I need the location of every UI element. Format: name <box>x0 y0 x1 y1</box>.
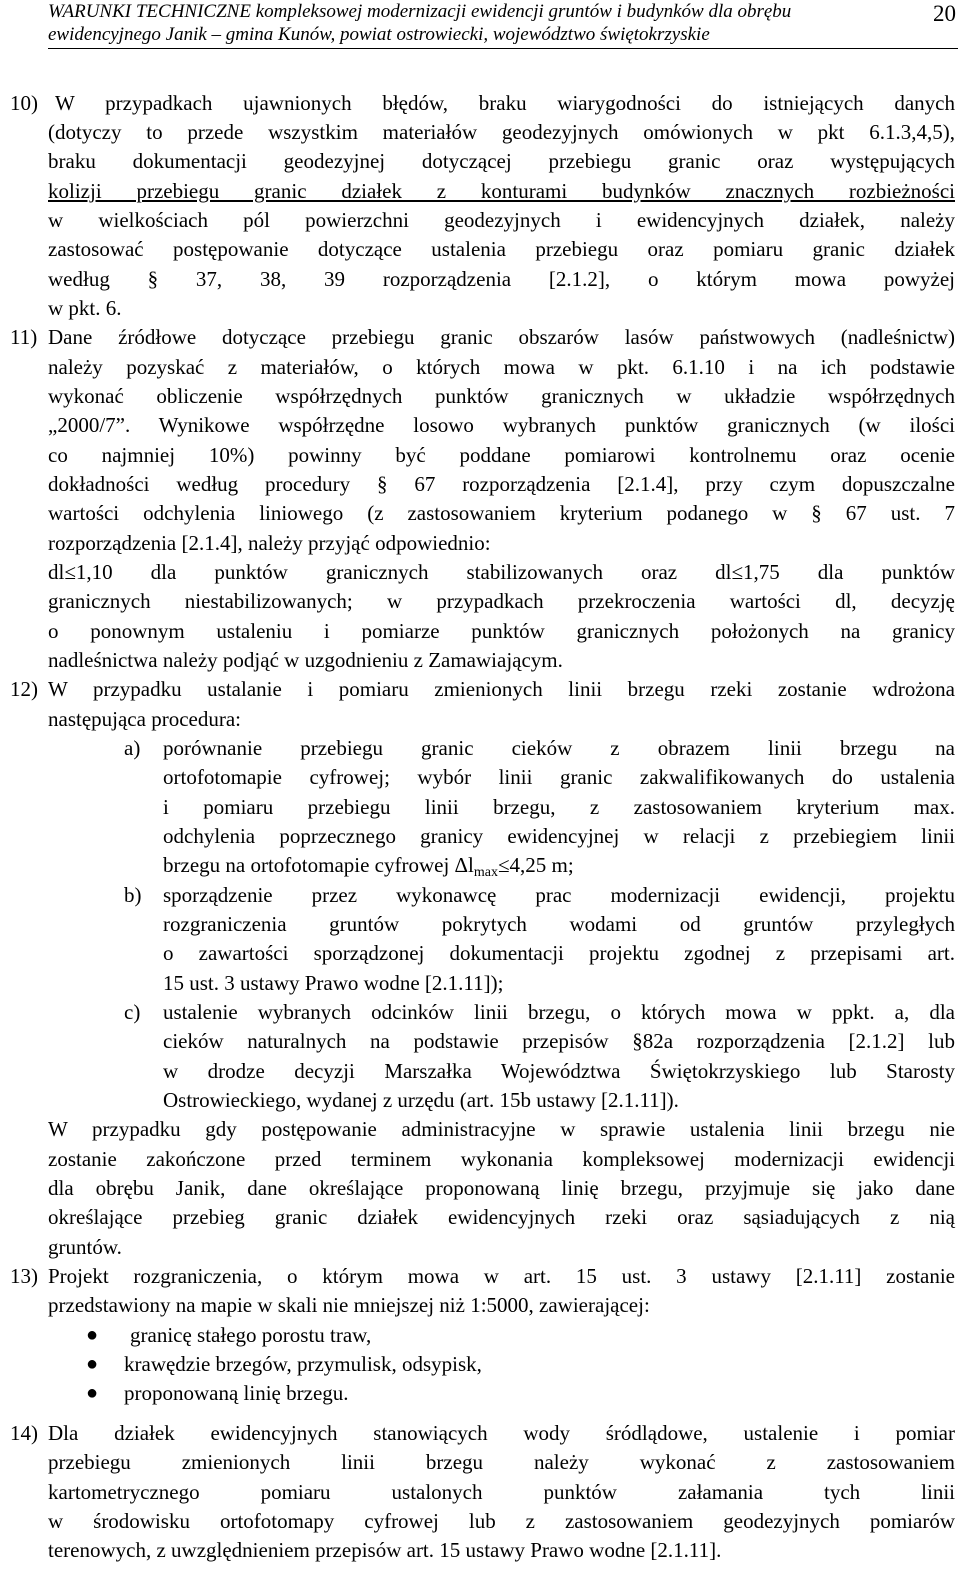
bullet-icon: ● <box>86 1353 99 1375</box>
paragraph-line: o ponownym ustaleniu i pomiarze punktów granicznych położonych na granicy <box>48 619 955 643</box>
paragraph-line: Projekt rozgraniczenia, o którym mowa w art. 15 ust. 3 ustawy [2.1.11] zostanie <box>48 1264 955 1288</box>
sub-item-line: cieków naturalnych na podstawie przepisów §82a rozporządzenia [2.1.2] lub <box>163 1029 955 1053</box>
sub-item-line: w drodze decyzji Marszałka Województwa Świętokrzyskiego lub Starosty <box>163 1059 955 1083</box>
sub-item-line: o zawartości sporządzonej dokumentacji projektu zgodnej z przepisami art. <box>163 941 955 965</box>
paragraph-line: terenowych, z uwzględnieniem przepisów art. 15 ustawy Prawo wodne [2.1.11]. <box>48 1538 722 1562</box>
sub-item-line: Ostrowieckiego, wydanej z urzędu (art. 15b ustawy [2.1.11]). <box>163 1088 679 1112</box>
paragraph-line: co najmniej 10%) powinny być poddane pomiarowi kontrolnemu oraz ocenie <box>48 443 955 467</box>
paragraph-line: nadleśnictwa należy podjąć w uzgodnieniu z Zamawiającym. <box>48 648 563 672</box>
sub-item-line: i pomiaru przebiegu linii brzegu, z zastosowaniem kryterium max. <box>163 795 955 819</box>
sub-item-line: ortofotomapie cyfrowej; wybór linii granic zakwalifikowanych do ustalenia <box>163 765 955 789</box>
item-number: 13) <box>10 1264 38 1288</box>
paragraph-line: według § 37, 38, 39 rozporządzenia [2.1.2], o którym mowa powyżej <box>48 267 955 291</box>
bullet-item: krawędzie brzegów, przymulisk, odsypisk, <box>124 1352 482 1376</box>
paragraph-line: gruntów. <box>48 1235 122 1259</box>
bullet-item: proponowaną linię brzegu. <box>124 1381 349 1405</box>
page-number: 20 <box>933 1 956 26</box>
paragraph-line: kolizji przebiegu granic działek z konturami budynków znacznych rozbieżności <box>48 179 955 203</box>
paragraph-line: dla obrębu Janik, dane określające proponowaną linię brzegu, przyjmuje się jako dane <box>48 1176 955 1200</box>
sub-item-line: 15 ust. 3 ustawy Prawo wodne [2.1.11]); <box>163 971 504 995</box>
paragraph-line: „2000/7”. Wynikowe współrzędne losowo wybranych punktów granicznych (w ilości <box>48 413 955 437</box>
paragraph-line: zostanie zakończone przed terminem wykonania kompleksowej modernizacji ewidencji <box>48 1147 955 1171</box>
paragraph-line: wykonać obliczenie współrzędnych punktów granicznych w układzie współrzędnych <box>48 384 955 408</box>
bullet-icon: ● <box>86 1382 99 1404</box>
item-number: 14) <box>10 1421 38 1445</box>
paragraph-line: dokładności według procedury § 67 rozporządzenia [2.1.4], przy czym dopuszczalne <box>48 472 955 496</box>
sub-item-label-a: a) <box>124 736 141 760</box>
paragraph-line: granicznych niestabilizowanych; w przypadkach przekroczenia wartości dl, decyzję <box>48 589 955 613</box>
paragraph-line: W przypadkach ujawnionych błędów, braku wiarygodności do istniejących danych <box>55 91 955 115</box>
paragraph-line: przedstawiony na mapie w skali nie mniejszej niż 1:5000, zawierającej: <box>48 1293 650 1317</box>
paragraph-line: należy pozyskać z materiałów, o których mowa w pkt. 6.1.10 i na ich podstawie <box>48 355 955 379</box>
paragraph-line: w środowisku ortofotomapy cyfrowej lub z zastosowaniem geodezyjnych pomiarów <box>48 1509 955 1533</box>
paragraph-line: W przypadku ustalanie i pomiaru zmienionych linii brzegu rzeki zostanie wdrożona <box>48 677 955 701</box>
paragraph-line: przebiegu zmienionych linii brzegu należy wykonać z zastosowaniem <box>48 1450 955 1474</box>
sub-item-line: rozgraniczenia gruntów pokrytych wodami od gruntów przyległych <box>163 912 955 936</box>
sub-item-line: brzegu na ortofotomapie cyfrowej $\Delta l_{max}\le 4,25$ m; <box>163 853 574 880</box>
paragraph-line: dl≤1,10 dla punktów granicznych stabilizowanych oraz dl≤1,75 dla punktów <box>48 560 955 584</box>
header-title-line1: WARUNKI TECHNICZNE kompleksowej modernizacji ewidencji gruntów i budynków dla obrębu <box>48 1 792 22</box>
sub-item-line: ustalenie wybranych odcinków linii brzegu, o których mowa w ppkt. a, dla <box>163 1000 955 1024</box>
page-header <box>48 0 958 49</box>
paragraph-line: w pkt. 6. <box>48 296 122 320</box>
paragraph-line: następująca procedura: <box>48 707 241 731</box>
paragraph-line: braku dokumentacji geodezyjnej dotyczącej przebiegu granic oraz występujących <box>48 149 955 173</box>
paragraph-line: zastosować postępowanie dotyczące ustalenia przebiegu oraz pomiaru granic działek <box>48 237 955 261</box>
item-number: 12) <box>10 677 38 701</box>
paragraph-line: W przypadku gdy postępowanie administracyjne w sprawie ustalenia linii brzegu nie <box>48 1117 955 1141</box>
sub-item-line: sporządzenie przez wykonawcę prac modernizacji ewidencji, projektu <box>163 883 955 907</box>
sub-item-line: odchylenia poprzecznego granicy ewidencyjnej w relacji z przebiegiem linii <box>163 824 955 848</box>
paragraph-line: kartometrycznego pomiaru ustalonych punktów załamania tych linii <box>48 1480 955 1504</box>
item-number: 10) <box>10 91 38 115</box>
paragraph-line: rozporządzenia [2.1.4], należy przyjąć odpowiednio: <box>48 531 491 555</box>
bullet-item: granicę stałego porostu traw, <box>130 1323 372 1347</box>
paragraph-line: w wielkościach pól powierzchni geodezyjnych i ewidencyjnych działek, należy <box>48 208 955 232</box>
header-title-line2: ewidencyjnego Janik – gmina Kunów, powiat ostrowiecki, województwo świętokrzyskie <box>48 24 710 45</box>
paragraph-line: Dane źródłowe dotyczące przebiegu granic obszarów lasów państwowych (nadleśnictw) <box>48 325 955 349</box>
sub-item-line: porównanie przebiegu granic cieków z obrazem linii brzegu na <box>163 736 955 760</box>
sub-item-label-c: c) <box>124 1000 141 1024</box>
paragraph-line: określające przebieg granic działek ewidencyjnych rzeki oraz sąsiadujących z nią <box>48 1205 955 1229</box>
sub-item-label-b: b) <box>124 883 142 907</box>
paragraph-line: wartości odchylenia liniowego (z zastosowaniem kryterium podanego w § 67 ust. 7 <box>48 501 955 525</box>
item-number: 11) <box>10 325 38 349</box>
paragraph-line: (dotyczy to przede wszystkim materiałów geodezyjnych omówionych w pkt 6.1.3,4,5), <box>48 120 955 144</box>
subscript-max: max <box>473 865 498 880</box>
paragraph-line: Dla działek ewidencyjnych stanowiących wody śródlądowe, ustalenie i pomiar <box>48 1421 955 1445</box>
bullet-icon: ● <box>86 1324 99 1346</box>
